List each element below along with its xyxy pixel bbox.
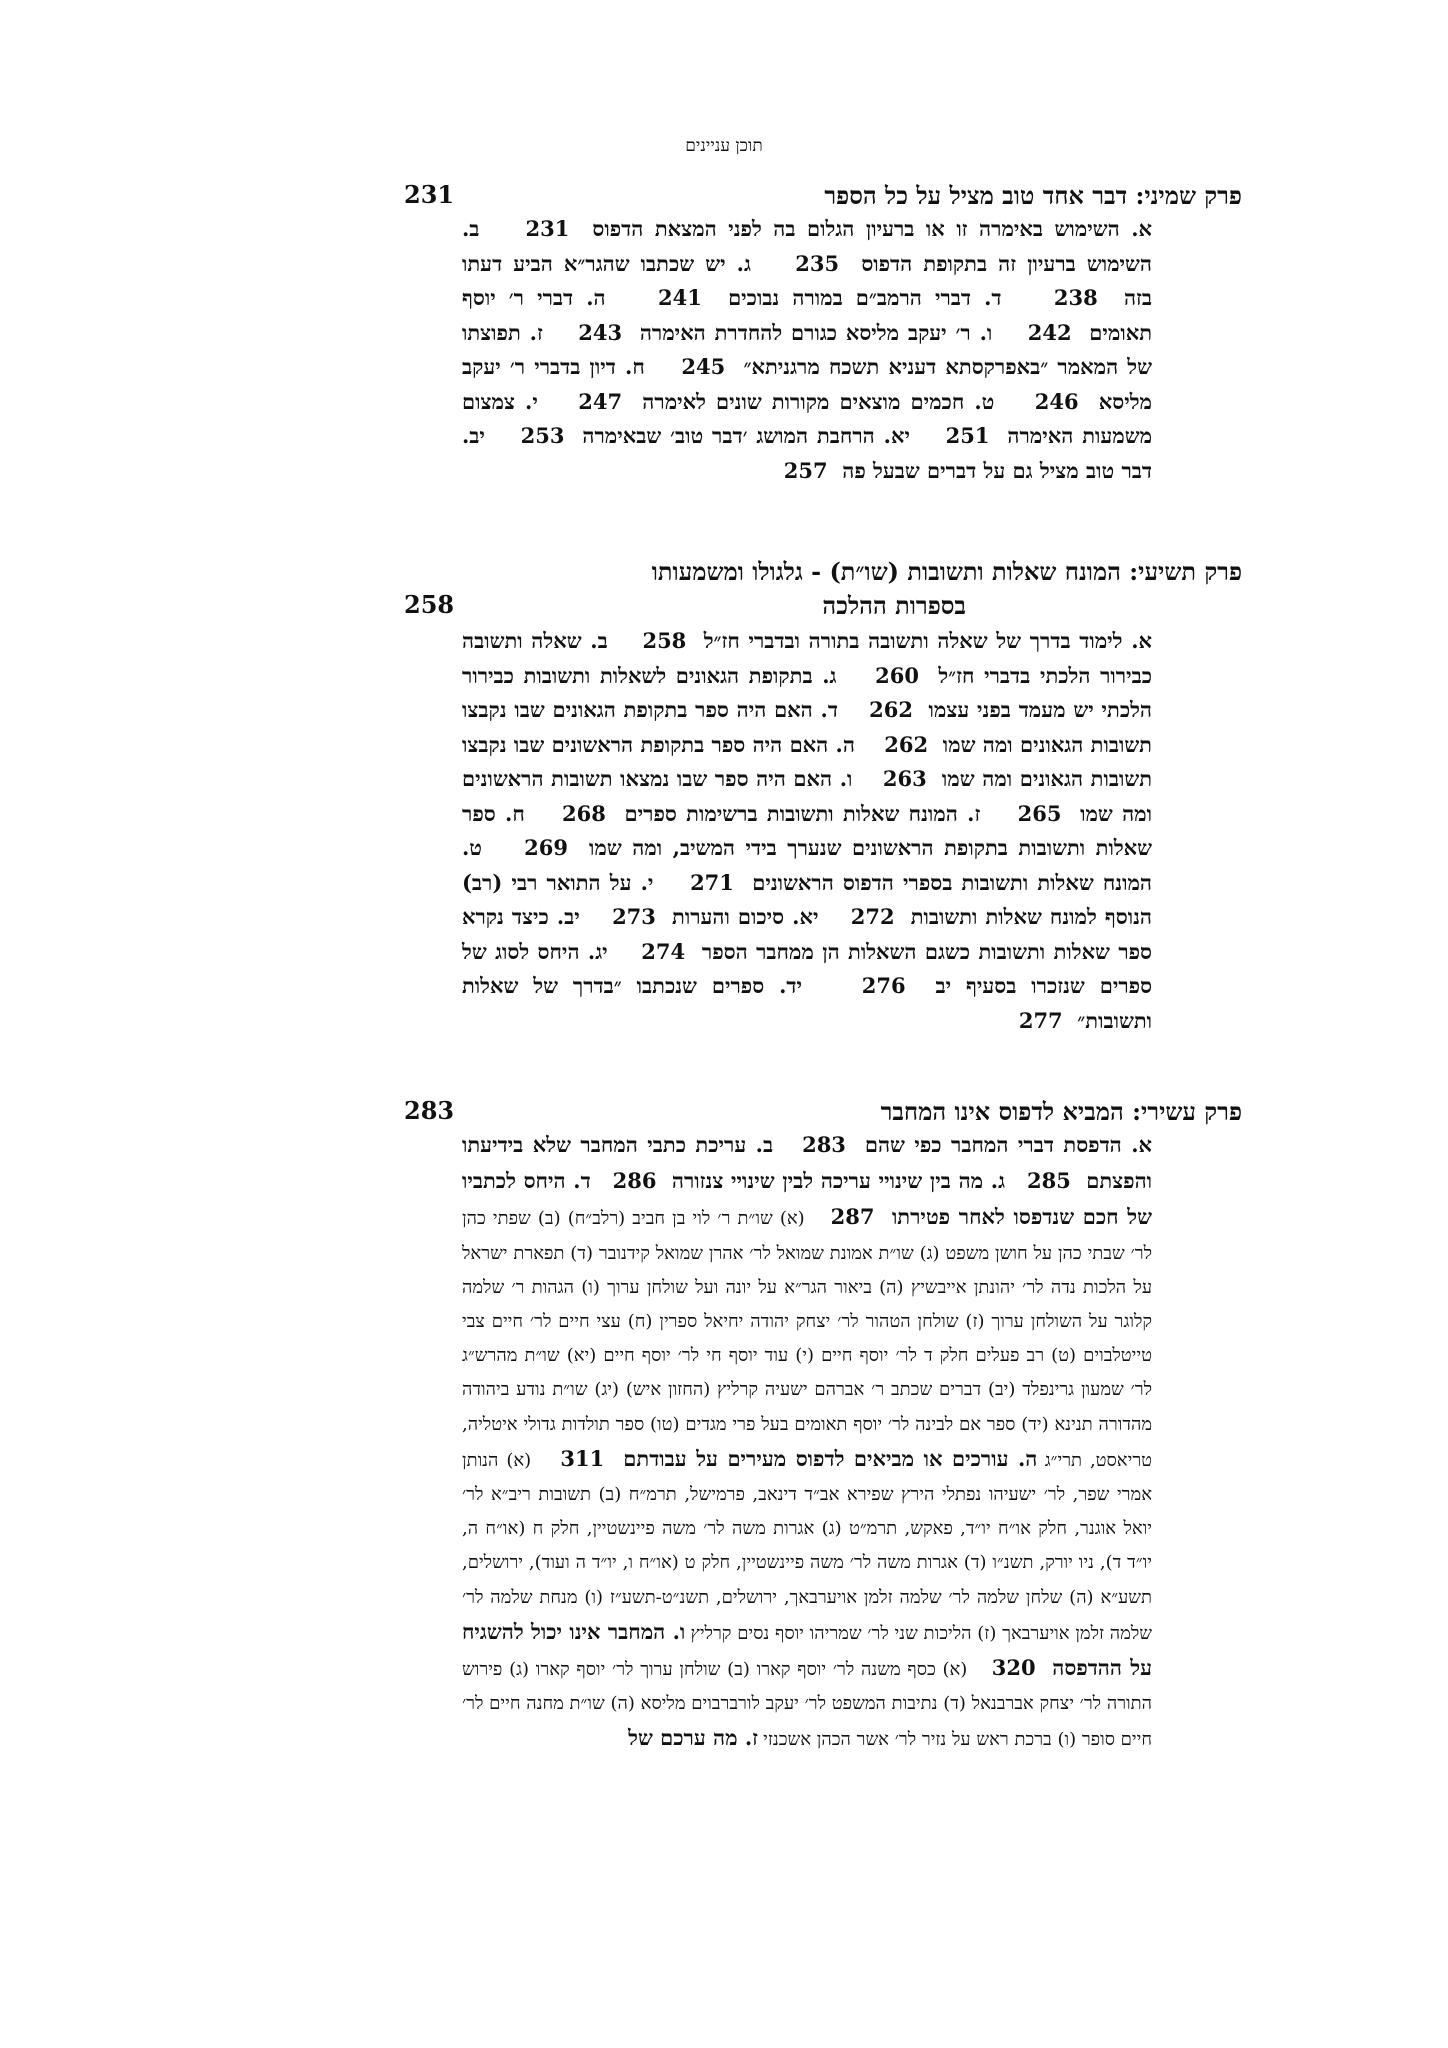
toc-entry-page: 260	[875, 662, 920, 688]
toc-entry-title: יא. סיכום והערות	[672, 904, 819, 929]
chapter-title: פרק עשירי: המביא לדפוס אינו המחבר	[880, 1097, 1242, 1126]
toc-subentries: (א) כסף משנה לר׳ יוסף קארו (ב) שולחן ערוך לר׳ יוסף קארו (ג) פירוש התורה לר׳ יצחק אברבנאל (ד) נתיבות המשפט לר׳ יעקב לורברבוים מליסא (ה) שו״ת מחנה חיים לר׳ חיים סופר (ו) ברכת ראש על נזיר לר׳ אשר הכהן אשכנזי	[462, 1659, 1152, 1751]
toc-entry-title: ד. דברי הרמב״ם במורה נבוכים	[728, 285, 1002, 310]
toc-entry-title: ב. שאלה ותשובה כבירור הלכתי בדברי חז״ל	[462, 628, 1152, 688]
toc-entry-title: ח. דיון בדברי ר׳ יעקב מליסא	[462, 354, 1152, 414]
toc-entry[interactable]	[578, 389, 994, 414]
toc-entry-title: ב. השימוש ברעיון זה בתקופת הדפוס	[462, 216, 1152, 276]
toc-entry-page: 253	[520, 423, 565, 448]
chapter-title: פרק תשיעי: המונח שאלות ותשובות (שו״ת) - גלגולו ומשמעותו	[651, 557, 1242, 586]
toc-entry-title: ג. בתקופת הגאונים לשאלות ותשובות כבירור הלכתי יש מעמד בפני עצמו	[462, 662, 1153, 722]
toc-entry-title: ג. מה בין שינויי עריכה לבין שינויי צנזורה	[671, 1168, 1006, 1194]
toc-entry-page: 276	[861, 973, 906, 998]
toc-entry-title: ז. המונח שאלות ותשובות ברשימות ספרים	[624, 800, 981, 826]
toc-entry-title: יא. הרחבת המושג ׳דבר טוב׳ שבאימרה	[582, 423, 910, 448]
toc-entry-title: ב. עריכת כתבי המחבר שלא בידיעתו והפצתם	[462, 1132, 1153, 1194]
toc-entry-page: 246	[1034, 388, 1079, 414]
toc-entry-title: יד. ספרים שנכתבו ״בדרך של שאלות ותשובות״	[462, 973, 1152, 1033]
toc-entry-page: 285	[1026, 1168, 1071, 1194]
toc-entry-page: 257	[783, 457, 828, 483]
toc-entry[interactable]	[526, 216, 1152, 241]
toc-entry-page: 251	[945, 423, 990, 448]
toc-entry-page: 242	[1027, 319, 1072, 345]
toc-entry-page: 273	[612, 904, 656, 929]
toc-entry-title: ג. יש שכתבו שהגר״א הביע דעתו בזה	[462, 250, 1153, 310]
chapter-title-line-2: בספרות ההלכה	[822, 591, 966, 620]
toc-entry-title: א. לימוד בדרך של שאלה ותשובה בתורה ובדברי חז״ל	[703, 628, 1152, 653]
toc-entry-title: י. על התואר רבי (רב) הנוסף למונח שאלות ותשובות	[462, 869, 1152, 929]
toc-entry-title: ט. המונח שאלות ותשובות בספרי הדפוס הראשונים	[462, 835, 1153, 895]
toc-entry-title: יב. דבר טוב מציל גם על דברים שבעל פה	[462, 423, 1152, 483]
toc-entry-title: ו. האם היה ספר שבו נמצאו תשובות הראשונים ומה שמו	[462, 766, 1153, 826]
toc-entry-page: 287	[830, 1204, 875, 1230]
chapter-entries	[462, 1128, 1152, 1758]
toc-entry[interactable]	[613, 1168, 1005, 1193]
toc-entry-title: ט. חכמים מוצאים מקורות שונים לאימרה	[642, 388, 995, 414]
toc-entry-page: 231	[525, 216, 570, 241]
toc-entry[interactable]	[562, 801, 980, 826]
toc-entry-page: 263	[882, 766, 927, 791]
toc-entry-title: ה. עורכים או מביאים לדפוס מעירים על עבודתם	[623, 1445, 1038, 1471]
toc-entry-title: י. צמצום משמעות האימרה	[462, 388, 1153, 448]
toc-entry-page: 238	[1053, 285, 1098, 310]
toc-entry-page: 269	[524, 835, 568, 860]
toc-entry-title: ד. האם היה ספר בתקופת הגאונים שבו נקבצו תשובות הגאונים ומה שמו	[462, 697, 1152, 757]
toc-entry-page: 286	[612, 1168, 657, 1194]
toc-entry-page: 320	[991, 1655, 1036, 1681]
toc-entry[interactable]	[628, 1725, 758, 1750]
toc-entry-page: 268	[562, 800, 606, 826]
toc-entry-page: 272	[850, 904, 895, 929]
toc-entry-page: 262	[869, 697, 913, 722]
toc-subentries: (א) שו״ת ר׳ לוי בן חביב (רלב״ח) (ב) שפתי כהן לר׳ שבתי כהן על חושן משפט (ג) שו״ת אמונת שמואל לר׳ אהרן שמואל קידנובר (ד) תפארת ישראל על הלכות נדה לר׳ יהונתן אייבשיץ (ה) ביאור הגר״א על יונה ועל שולחן ערוך (ו) הגהות ר׳ שלמה קלוגר על השולחן ערוך (ז) שולחן הטהור לר׳ יצחק יהודה יחיאל ספרין (ח) עצי חיים לר׳ חיים צבי טייטלבוים (ט) רב פעלים חלק ד לר׳ יוסף חיים (י) עוד יוסף חי לר׳ יוסף חיים (יא) שו״ת מהרש״ג לר׳ שמעון גרינפלד (יב) דברים שכתב ר׳ אברהם ישעיה קרליץ (החזון איש) (יג) שו״ת נודע ביהודה מהדורה תנינא (יד) ספר אם לבינה לר׳ יוסף תאומים בעל פרי מגדים (טו) ספר תולדות גדולי איטליה, טריאסט, תרי״ג	[462, 1208, 1153, 1471]
toc-entry-page: 235	[795, 250, 840, 276]
toc-entry-page: 265	[1017, 800, 1062, 826]
toc-entry-page: 311	[560, 1445, 605, 1471]
toc-entry-title: ז. מה ערכם של	[628, 1725, 759, 1751]
toc-entry[interactable]	[521, 423, 910, 448]
toc-entry[interactable]	[642, 628, 1152, 653]
toc-entry-title: ז. תפוצתו של המאמר ״באפרקסתא דעניא תשכח מרגניתא״	[462, 319, 1152, 379]
toc-entry[interactable]	[612, 904, 818, 929]
toc-entry-title: ו. המחבר אינו יכול להשגיח על ההדפסה	[462, 1618, 1152, 1681]
toc-entry-page: 258	[642, 628, 687, 653]
toc-entry-title: ה. דברי ר׳ יוסף תאומים	[462, 285, 1153, 345]
toc-entry[interactable]	[802, 1132, 1152, 1157]
toc-subentries: (א) הנותן אמרי שפר, לר׳ ישעיהו נפתלי הירץ שפירא אב״ד דינאב, פרמישל, תרמ״ח (ב) תשובות ריב״א לר׳ יואל אוגנר, חלק או״ח יו״ד, פאקש, תרמ״ט (ג) אגרות משה לר׳ משה פיינשטיין, חלק ח (או״ח ה, יו״ד ד), ניו יורק, תשנ״ו (ד) אגרות משה לר׳ משה פיינשטיין, חלק ט (או״ח ו, יו״ד ה ועוד), ירושלים, תשע״א (ה) שלחן שלמה לר׳ שלמה זלמן אויערבאך, ירושלים, תשנ״ט-תשע״ז (ו) מנחת שלמה לר׳ שלמה זלמן אויערבאך (ז) הליכות שני לר׳ שמריהו יוסף נסים קרליץ	[462, 1449, 1152, 1644]
toc-entry-page: 247	[578, 388, 623, 414]
toc-entry-page: 274	[641, 938, 686, 964]
toc-entry-page: 283	[802, 1132, 846, 1157]
toc-entry-page: 271	[690, 869, 734, 895]
chapter-title: פרק שמיני: דבר אחד טוב מציל על כל הספר	[824, 181, 1242, 210]
chapter-page-number: 231	[404, 180, 455, 209]
toc-entry-page: 245	[681, 354, 726, 379]
toc-entry-title: ו. ר׳ יעקב מליסא כגורם להחדרת האימרה	[639, 319, 993, 345]
toc-entry-page: 241	[658, 285, 702, 310]
toc-entry-page: 262	[884, 731, 929, 757]
toc-entry[interactable]	[578, 320, 992, 345]
toc-entry-title: ה. האם היה ספר בתקופת הראשונים שבו נקבצו תשובות הגאונים ומה שמו	[462, 731, 1153, 791]
toc-entry-title: ח. ספר שאלות ותשובות בתקופת הראשונים שנערך בידי המשיב, ומה שמו	[462, 800, 1153, 860]
toc-entry[interactable]	[658, 285, 1001, 310]
toc-entry[interactable]	[560, 1446, 1037, 1471]
toc-entry-title: א. השימוש באימרה זו או ברעיון הגלום בה לפני המצאת הדפוס	[592, 216, 1152, 241]
toc-entry-title: יג. היחס לסוג של ספרים שנזכרו בסעיף יב	[462, 938, 1153, 998]
chapter-entries	[462, 212, 1152, 488]
page-header: תוכן עניינים	[685, 136, 763, 156]
toc-entry-title: א. הדפסת דברי המחבר כפי שהם	[864, 1132, 1153, 1157]
chapter-entries	[462, 624, 1152, 1038]
toc-entry-page: 277	[1018, 1007, 1063, 1033]
toc-entry-page: 243	[578, 319, 623, 345]
chapter-page-number: 258	[404, 590, 455, 619]
chapter-page-number: 283	[404, 1096, 455, 1125]
toc-entry-title: ד. היחס לכתביו של חכם שנדפסו לאחר פטירתו	[462, 1168, 1152, 1230]
toc-entry-title: יב. כיצד נקרא ספר שאלות ותשובות כשגם השאלות הן ממחבר הספר	[462, 904, 1153, 964]
